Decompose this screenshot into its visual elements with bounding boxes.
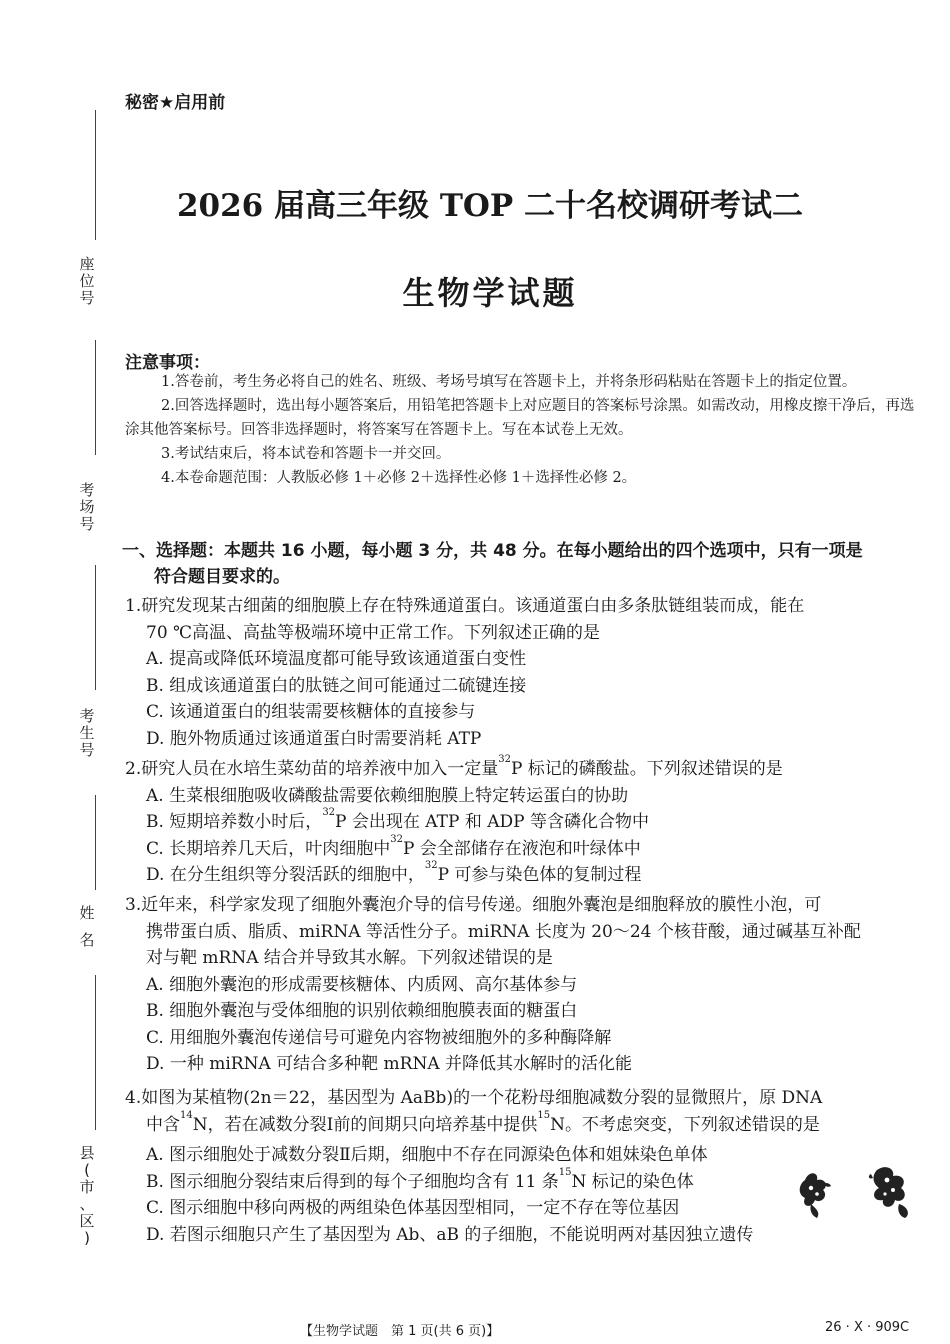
option-text: B. 图示细胞分裂结束后得到的每个子细胞均含有 11 条 — [146, 1171, 559, 1192]
page-number: 【生物学试题 第 1 页(共 6 页)】 — [300, 1324, 500, 1339]
option-text: P 会出现在 ATP 和 ADP 等含磷化合物中 — [335, 812, 649, 832]
stem-text: N，若在减数分裂Ⅰ前的间期只向培养基中提供 — [192, 1114, 538, 1135]
option-c — [125, 833, 925, 863]
confidential-mark: 秘密★启用前 — [125, 93, 226, 113]
county-label: 县 ( 市 、 区 ) — [79, 1144, 95, 1247]
option-a: A. 提高或降低环境温度都可能导致该通道蛋白变性 — [146, 649, 527, 669]
isotope-mass: 32 — [424, 860, 438, 871]
question-stem — [125, 1109, 925, 1139]
binding-line — [95, 110, 96, 240]
option-d: D. 胞外物质通过该通道蛋白时需要消耗 ATP — [146, 728, 482, 749]
stem-text: N。不考虑突变，下列叙述错误的是 — [550, 1114, 820, 1135]
option-d: D. 若图示细胞只产生了基因型为 Ab、aB 的子细胞，不能说明两对基因独立遗传 — [146, 1224, 754, 1245]
binding-line — [95, 565, 96, 690]
question-2 — [125, 756, 925, 889]
notice-item: 3.考试结束后，将本试卷和答题卡一并交回。 — [161, 446, 451, 462]
name-label: 姓 名 — [79, 904, 95, 949]
notice-list — [125, 370, 920, 490]
option-c: C. 用细胞外囊泡传递信号可避免内容物被细胞外的多种酶降解 — [146, 1027, 612, 1048]
isotope-mass: 32 — [322, 807, 336, 818]
exam-number-label: 考 生 号 — [79, 707, 95, 759]
question-stem — [125, 756, 925, 783]
isotope-mass: 15 — [558, 1166, 572, 1178]
option-c: C. 该通道蛋白的组装需要核糖体的直接参与 — [146, 702, 476, 722]
option-text: P 会全部储存在液泡和叶绿体中 — [402, 838, 641, 859]
stem-text: P 标记的磷酸盐。下列叙述错误的是 — [510, 759, 783, 779]
option-a: A. 生菜根细胞吸收磷酸盐需要依赖细胞膜上特定转运蛋白的协助 — [146, 785, 629, 806]
paper-code: 26 · X · 909C — [825, 1320, 910, 1335]
option-text: B. 短期培养数小时后， — [146, 812, 323, 832]
option-a: A. 图示细胞处于减数分裂Ⅱ后期，细胞中不存在同源染色体和姐妹染色单体 — [146, 1145, 708, 1165]
isotope-mass: 32 — [390, 833, 403, 845]
isotope-mass: 15 — [537, 1109, 551, 1121]
option-b — [125, 809, 925, 836]
notice-item: 4.本卷命题范围：人教版必修 1＋必修 2＋选择性必修 1＋选择性必修 2。 — [161, 470, 637, 486]
option-text: D. 在分生组织等分裂活跃的细胞中， — [146, 865, 425, 885]
isotope-mass: 14 — [180, 1109, 193, 1121]
option-d: D. 一种 miRNA 可结合多种靶 mRNA 并降低其水解时的活化能 — [146, 1054, 633, 1074]
notice-item: 2.回答选择题时，选出每小题答案后，用铅笔把答题卡上对应题目的答案标号涂黑。如需改动，用橡皮擦干净后，再选涂其他答案标号。回答非选择题时，将答案写在答题卡上。写在本试卷上无效。 — [125, 398, 915, 438]
section-heading-line1: 一、选择题：本题共 16 小题，每小题 3 分，共 48 分。在每小题给出的四个选项中，只有一项是 — [122, 541, 863, 561]
question-stem: 3.近年来，科学家发现了细胞外囊泡介导的信号传递。细胞外囊泡是细胞释放的膜性小泡，可 — [125, 895, 822, 915]
notice-item: 1.答卷前，考生务必将自己的姓名、班级、考场号填写在答题卡上，并将条形码粘贴在答题卡上的指定位置。 — [161, 374, 857, 390]
question-stem: 70 ℃高温、高盐等极端环境中正常工作。下列叙述正确的是 — [146, 622, 601, 643]
stem-text: 中含 — [146, 1114, 180, 1135]
option-d — [125, 862, 925, 889]
option-a: A. 细胞外囊泡的形成需要核糖体、内质网、高尔基体参与 — [146, 974, 578, 995]
option-text: N 标记的染色体 — [571, 1171, 694, 1192]
question-3 — [125, 892, 925, 1078]
isotope-mass: 32 — [498, 754, 511, 765]
question-1 — [125, 593, 925, 752]
exam-title: 2026 届高三年级 TOP 二十名校调研考试二 — [176, 188, 804, 224]
stem-text: 2.研究人员在水培生菜幼苗的培养液中加入一定量 — [125, 759, 499, 779]
seat-number-label: 座 位 号 — [79, 255, 95, 307]
option-b: B. 细胞外囊泡与受体细胞的识别依赖细胞膜表面的糖蛋白 — [146, 1001, 578, 1021]
meiosis-micrograph — [795, 1160, 925, 1222]
binding-line — [95, 795, 96, 890]
subject-title: 生物学试题 — [402, 274, 578, 312]
question-stem: 1.研究发现某古细菌的细胞膜上存在特殊通道蛋白。该通道蛋白由多条肽链组装而成，能在 — [125, 596, 805, 616]
binding-line — [95, 340, 96, 455]
option-b: B. 组成该通道蛋白的肽链之间可能通过二硫键连接 — [146, 675, 527, 696]
section-heading-line2: 符合题目要求的。 — [154, 567, 290, 587]
notice-heading: 注意事项： — [125, 353, 210, 373]
page-footer — [300, 1320, 940, 1339]
question-stem: 对与靶 mRNA 结合并导致其水解。下列叙述错误的是 — [146, 948, 553, 968]
section-heading — [122, 538, 922, 590]
question-stem: 携带蛋白质、脂质、miRNA 等活性分子。miRNA 长度为 20～24 个核苷酸，通过碱基互补配 — [146, 921, 861, 942]
exam-room-label: 考 场 号 — [79, 481, 95, 533]
binding-line — [95, 975, 96, 1130]
option-text: C. 长期培养几天后，叶肉细胞中 — [146, 838, 391, 859]
option-text: P 可参与染色体的复制过程 — [437, 865, 642, 885]
question-stem: 4.如图为某植物(2n＝22，基因型为 AaBb)的一个花粉母细胞减数分裂的显微照片，原 DNA — [125, 1088, 823, 1108]
option-c: C. 图示细胞中移向两极的两组染色体基因型相同，一定不存在等位基因 — [146, 1198, 680, 1218]
